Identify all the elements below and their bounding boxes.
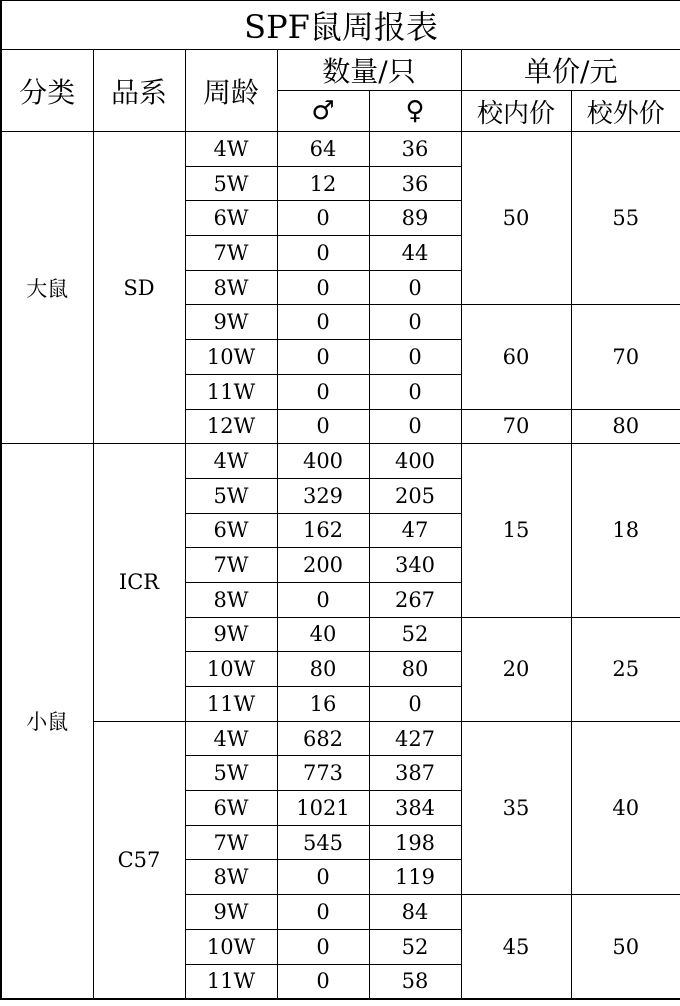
- table-row: [1, 444, 680, 479]
- age-cell: 11W: [185, 964, 277, 999]
- female-count: 119: [369, 860, 461, 895]
- male-count: 682: [277, 721, 369, 756]
- male-count: 0: [277, 582, 369, 617]
- strain-c57: C57: [93, 721, 185, 999]
- male-count: 0: [277, 340, 369, 375]
- category-mouse: 小鼠: [1, 444, 93, 1000]
- age-cell: 6W: [185, 791, 277, 826]
- male-count: 1021: [277, 791, 369, 826]
- age-cell: 9W: [185, 305, 277, 340]
- category-header: 分类: [1, 50, 93, 132]
- internal-price: 35: [461, 721, 571, 894]
- age-header: 周龄: [185, 50, 277, 132]
- strain-sd: SD: [93, 132, 185, 444]
- female-count: 267: [369, 582, 461, 617]
- strain-header: 品系: [93, 50, 185, 132]
- male-count: 0: [277, 236, 369, 271]
- female-count: 52: [369, 929, 461, 964]
- age-cell: 7W: [185, 825, 277, 860]
- female-count: 0: [369, 409, 461, 444]
- external-price: 55: [571, 132, 680, 305]
- strain-icr: ICR: [93, 444, 185, 722]
- male-count: 0: [277, 409, 369, 444]
- female-count: 36: [369, 132, 461, 167]
- external-price: 80: [571, 409, 680, 444]
- age-cell: 4W: [185, 444, 277, 479]
- male-count: 64: [277, 132, 369, 167]
- male-count: 162: [277, 513, 369, 548]
- age-cell: 5W: [185, 756, 277, 791]
- internal-price: 70: [461, 409, 571, 444]
- age-cell: 11W: [185, 374, 277, 409]
- age-cell: 6W: [185, 201, 277, 236]
- female-count: 198: [369, 825, 461, 860]
- male-count: 0: [277, 305, 369, 340]
- age-cell: 4W: [185, 132, 277, 167]
- age-cell: 5W: [185, 166, 277, 201]
- age-cell: 10W: [185, 340, 277, 375]
- male-count: 0: [277, 964, 369, 999]
- male-count: 0: [277, 201, 369, 236]
- external-price: 40: [571, 721, 680, 894]
- age-cell: 11W: [185, 687, 277, 722]
- age-cell: 8W: [185, 270, 277, 305]
- table-row: [1, 132, 680, 167]
- female-count: 387: [369, 756, 461, 791]
- female-count: 84: [369, 895, 461, 930]
- age-cell: 6W: [185, 513, 277, 548]
- female-count: 58: [369, 964, 461, 999]
- external-price: 25: [571, 617, 680, 721]
- male-count: 0: [277, 895, 369, 930]
- table-row: [1, 721, 680, 756]
- report-title: SPF鼠周报表: [1, 1, 680, 50]
- external-price: 70: [571, 305, 680, 409]
- female-count: 52: [369, 617, 461, 652]
- quantity-header: 数量/只: [277, 50, 461, 91]
- unit-price-header: 单价/元: [461, 50, 680, 91]
- age-cell: 10W: [185, 652, 277, 687]
- male-count: 0: [277, 929, 369, 964]
- female-count: 0: [369, 374, 461, 409]
- female-count: 0: [369, 687, 461, 722]
- female-count: 44: [369, 236, 461, 271]
- category-rat: 大鼠: [1, 132, 93, 444]
- female-count: 89: [369, 201, 461, 236]
- female-count: 400: [369, 444, 461, 479]
- male-count: 0: [277, 270, 369, 305]
- female-count: 0: [369, 340, 461, 375]
- male-count: 329: [277, 478, 369, 513]
- age-cell: 5W: [185, 478, 277, 513]
- male-count: 400: [277, 444, 369, 479]
- external-price: 50: [571, 895, 680, 1000]
- age-cell: 8W: [185, 860, 277, 895]
- female-count: 47: [369, 513, 461, 548]
- male-count: 545: [277, 825, 369, 860]
- external-price-header: 校外价: [571, 91, 680, 132]
- internal-price: 60: [461, 305, 571, 409]
- age-cell: 10W: [185, 929, 277, 964]
- male-count: 0: [277, 860, 369, 895]
- female-count: 340: [369, 548, 461, 583]
- female-count: 36: [369, 166, 461, 201]
- female-count: 205: [369, 478, 461, 513]
- internal-price-header: 校内价: [461, 91, 571, 132]
- external-price: 18: [571, 444, 680, 617]
- age-cell: 12W: [185, 409, 277, 444]
- internal-price: 15: [461, 444, 571, 617]
- age-cell: 7W: [185, 236, 277, 271]
- female-count: 0: [369, 270, 461, 305]
- internal-price: 45: [461, 895, 571, 1000]
- male-count: 16: [277, 687, 369, 722]
- internal-price: 50: [461, 132, 571, 305]
- female-symbol-header: ♀: [369, 91, 461, 132]
- male-count: 0: [277, 374, 369, 409]
- age-cell: 4W: [185, 721, 277, 756]
- age-cell: 8W: [185, 582, 277, 617]
- female-count: 80: [369, 652, 461, 687]
- male-count: 40: [277, 617, 369, 652]
- male-count: 80: [277, 652, 369, 687]
- age-cell: 7W: [185, 548, 277, 583]
- male-symbol-header: ♂: [277, 91, 369, 132]
- internal-price: 20: [461, 617, 571, 721]
- male-count: 12: [277, 166, 369, 201]
- female-count: 384: [369, 791, 461, 826]
- male-count: 773: [277, 756, 369, 791]
- female-count: 0: [369, 305, 461, 340]
- female-count: 427: [369, 721, 461, 756]
- age-cell: 9W: [185, 895, 277, 930]
- age-cell: 9W: [185, 617, 277, 652]
- male-count: 200: [277, 548, 369, 583]
